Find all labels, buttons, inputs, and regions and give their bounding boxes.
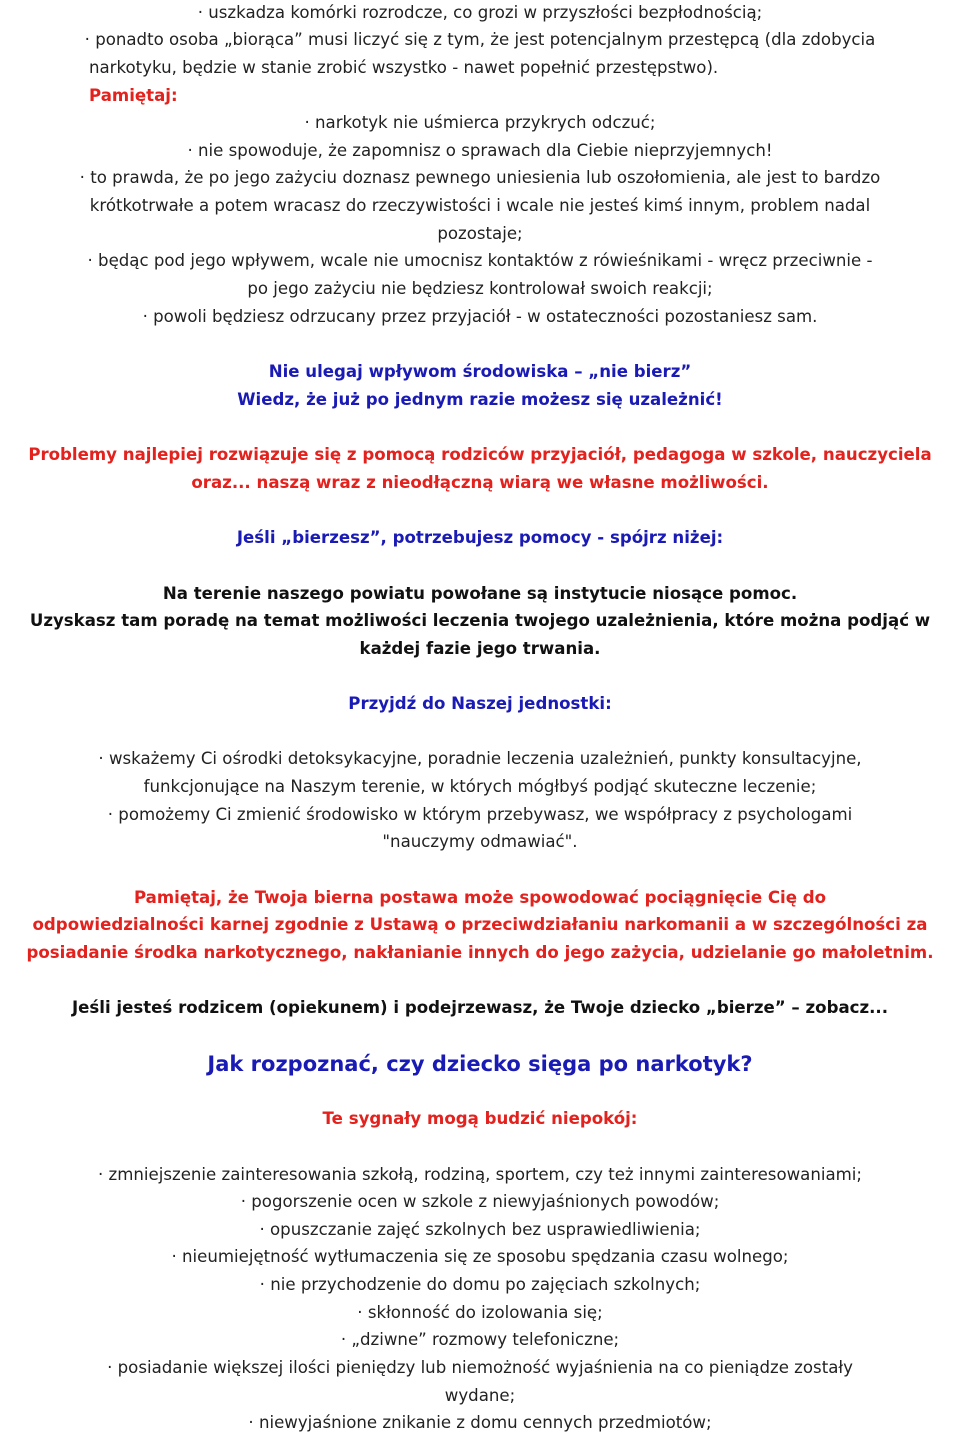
section-heading: Jeśli „bierzesz”, potrzebujesz pomocy - spójrz niżej: — [236, 528, 724, 547]
text-line: · powoli będziesz odrzucany przez przyjaciół - w ostateczności pozostaniesz sam. — [142, 307, 818, 326]
text-line: · pomożemy Ci zmienić środowisko w którym przebywasz, we współpracy z psychologami — [107, 805, 853, 824]
list-item: · niewyjaśnione znikanie z domu cennych przedmiotów; — [248, 1413, 712, 1432]
emphasis-line: oraz... naszą wraz z nieodłączną wiarą we własne możliwości. — [191, 473, 769, 492]
text-line: · wskażemy Ci ośrodki detoksykacyjne, poradnie leczenia uzależnień, punkty konsultacyjne, — [98, 749, 862, 768]
text-line: · uszkadza komórki rozrodcze, co grozi w przyszłości bezpłodnością; — [197, 3, 763, 22]
emphasis-line: Problemy najlepiej rozwiązuje się z pomocą rodziców przyjaciół, pedagoga w szkole, nauczyciela — [28, 445, 932, 464]
warning-line: odpowiedzialności karnej zgodnie z Ustawą o przeciwdziałaniu narkomanii a w szczególności za — [32, 915, 928, 934]
text-line: "nauczymy odmawiać". — [382, 832, 578, 851]
text-line: · ponadto osoba „biorąca” musi liczyć się z tym, że jest potencjalnym przestępcą (dla zdobycia — [84, 30, 876, 49]
text-line: · to prawda, że po jego zażyciu doznasz pewnego uniesienia lub oszołomienia, ale jest to bardzo — [79, 168, 881, 187]
text-line: krótkotrwałe a potem wracasz do rzeczywistości i wcale nie jesteś kimś innym, problem nadal — [89, 196, 871, 215]
list-item: · nieumiejętność wytłumaczenia się ze sposobu spędzania czasu wolnego; — [171, 1247, 789, 1266]
list-item: · zmniejszenie zainteresowania szkołą, rodziną, sportem, czy też innymi zainteresowaniami; — [97, 1165, 862, 1184]
section-heading: Przyjdź do Naszej jednostki: — [348, 694, 612, 713]
text-line: funkcjonujące na Naszym terenie, w których mógłbyś podjąć skuteczne leczenie; — [143, 777, 817, 796]
list-item: · „dziwne” rozmowy telefoniczne; — [340, 1330, 620, 1349]
info-line: każdej fazie jego trwania. — [359, 639, 601, 658]
list-item: · nie przychodzenie do domu po zajęciach szkolnych; — [259, 1275, 701, 1294]
list-item: · pogorszenie ocen w szkole z niewyjaśnionych powodów; — [240, 1192, 720, 1211]
text-line: po jego zażyciu nie będziesz kontrolował swoich reakcji; — [247, 279, 713, 298]
slogan-line: Wiedz, że już po jednym razie możesz się uzależnić! — [237, 390, 723, 409]
page-title: Jak rozpoznać, czy dziecko sięga po narkotyk? — [207, 1052, 753, 1076]
list-item: · opuszczanie zajęć szkolnych bez usprawiedliwienia; — [259, 1220, 701, 1239]
text-line: narkotyku, będzie w stanie zrobić wszystko - nawet popełnić przestępstwo). — [89, 58, 719, 77]
text-line: · narkotyk nie uśmierca przykrych odczuć; — [304, 113, 656, 132]
list-item: · skłonność do izolowania się; — [357, 1303, 603, 1322]
warning-line: posiadanie środka narkotycznego, nakłanianie innych do jego zażycia, udzielanie go małoletnim. — [26, 943, 934, 962]
slogan-line: Nie ulegaj wpływom środowiska – „nie bierz” — [268, 362, 692, 381]
parent-note: Jeśli jesteś rodzicem (opiekunem) i podejrzewasz, że Twoje dziecko „bierze” – zobacz... — [71, 998, 889, 1017]
list-item: · posiadanie większej ilości pieniędzy lub niemożność wyjaśnienia na co pieniądze zostały — [107, 1358, 853, 1377]
text-line: · nie spowoduje, że zapomnisz o sprawach dla Ciebie nieprzyjemnych! — [187, 141, 773, 160]
text-line: pozostaje; — [437, 224, 523, 243]
section-heading: Te sygnały mogą budzić niepokój: — [322, 1109, 638, 1128]
section-heading: Pamiętaj: — [89, 86, 178, 105]
list-item: wydane; — [444, 1386, 516, 1405]
warning-line: Pamiętaj, że Twoja bierna postawa może spowodować pociągnięcie Cię do — [133, 888, 827, 907]
info-line: Na terenie naszego powiatu powołane są instytucie niosące pomoc. — [162, 584, 798, 603]
info-line: Uzyskasz tam poradę na temat możliwości leczenia twojego uzależnienia, które można podjąć w — [29, 611, 931, 630]
text-line: · będąc pod jego wpływem, wcale nie umocnisz kontaktów z rówieśnikami - wręcz przeciwnie - — [87, 251, 873, 270]
